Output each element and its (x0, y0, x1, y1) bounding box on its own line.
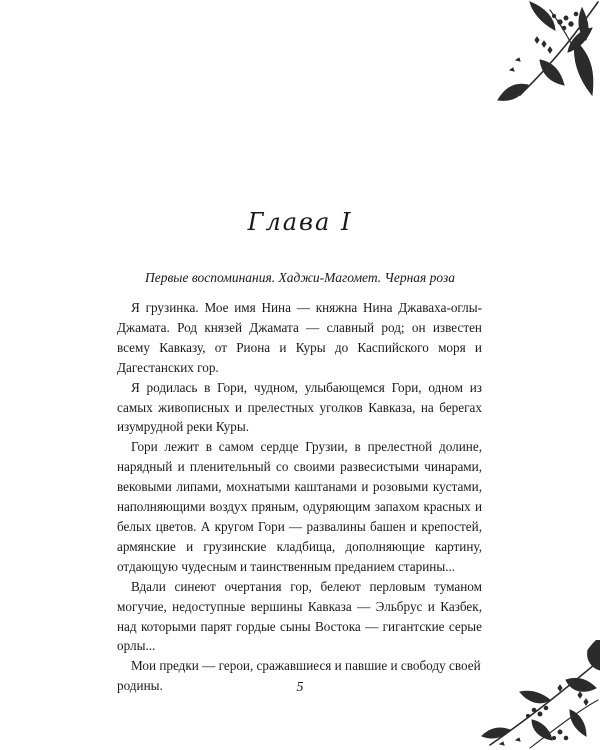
floral-ornament-bottom-icon (470, 640, 600, 750)
paragraph: Я родилась в Гори, чудном, улыбающемся Гори, одном из самых живописных и прелестных уголков Кавказа, на берегах изумрудной реки Куры. (117, 379, 482, 435)
paragraph: Гори лежит в самом сердце Грузии, в прелестной долине, нарядный и пленительный со своими развесистыми чинарами, вековыми липами, мохнатыми каштанами и розовыми кустами, наполняющими воздух пряным, одуряющим запахом красных и белых цветов. А кругом Гори — развалины башен и крепостей, армянские и грузинские кладбища, дополняющие картину, отдающую чудесным и таинственным преданием старины... (117, 439, 482, 574)
chapter-title: Глава I (247, 208, 353, 236)
paragraph: Вдали синеют очертания гор, белеют перловым туманом могучие, недоступные вершины Кавказа — Эльбрус и Казбек, над которыми парят гордые сыны Востока — гигантские серые орлы... (117, 578, 482, 654)
chapter-body (117, 298, 482, 696)
page-number: 5 (296, 680, 304, 695)
floral-ornament-top-icon (480, 0, 600, 110)
paragraph: Мои предки — герои, сражавшиеся и павшие и свободу своей родины. (117, 658, 481, 694)
paragraph: Я грузинка. Мое имя Нина — княжна Нина Джаваха-оглы-Джамата. Род князей Джамата — славный род; он известен всему Кавказу, от Риона и Куры до Каспийского моря и Дагестанских гор. (117, 300, 482, 375)
chapter-subtitle: Первые воспоминания. Хаджи-Магомет. Черная роза (144, 270, 456, 285)
